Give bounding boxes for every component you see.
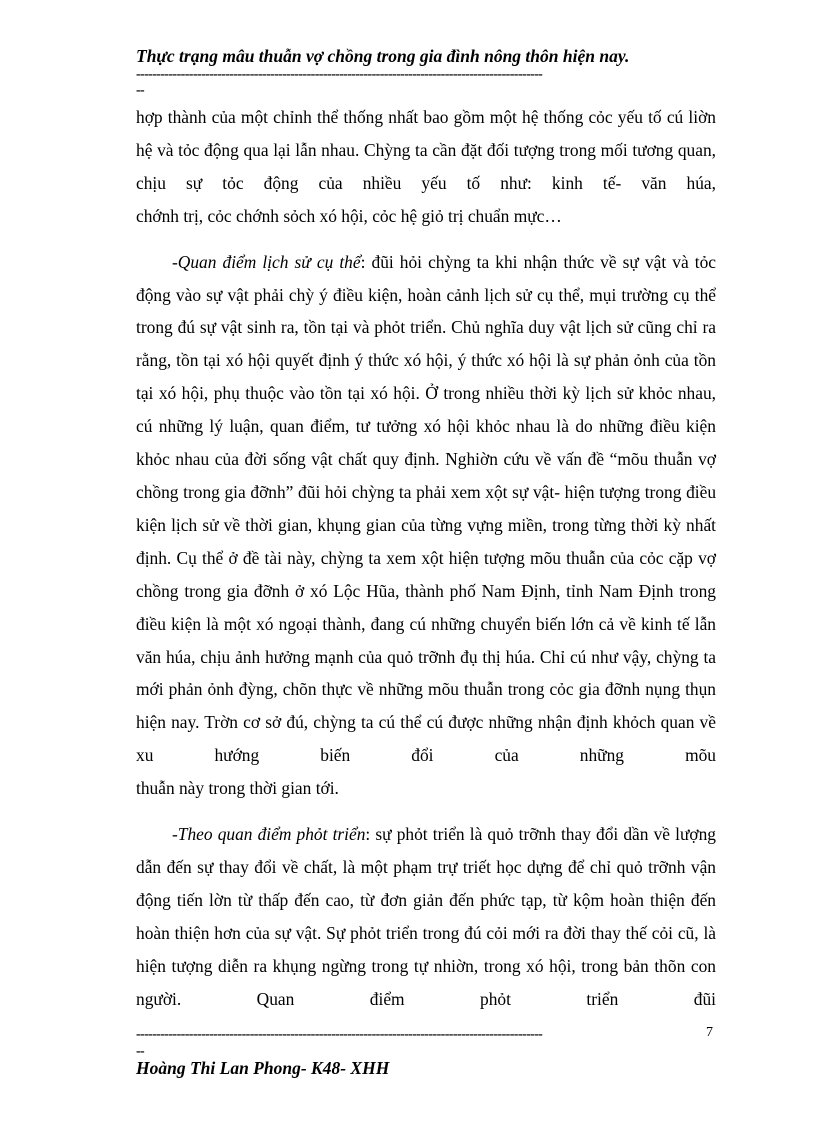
p2-line-16: trong cỏc gia đỡnh nụng thụn hiện nay. Trờn cơ sở đú, chỳng ta cú thể cú	[136, 679, 716, 733]
p3-line-5: mới ra đời thay thế cỏi cũ, là hiện tượng diễn ra khụng ngừng trong tự	[136, 922, 716, 976]
p2-line-7: tưởng xó hội khỏc nhau là do những điều kiện khỏc nhau của đời sống vật	[136, 416, 716, 470]
page-number: 7	[706, 1025, 713, 1040]
p2-line-4: vật lịch sử cũng chỉ ra rằng, tồn tại xó hội quyết định ý thức xó hội, ý thức	[136, 317, 716, 371]
p3-lead-term: -Theo quan điểm phỏt triển	[172, 824, 366, 845]
body-text	[136, 101, 716, 1015]
p2-line-9: đũi hỏi chỳng ta phải xem xột sự vật- hiện tượng trong điều kiện lịch sử về	[136, 481, 717, 535]
p2-line-12: chồng trong gia đỡnh ở xó Lộc Hũa, thành phố Nam Định, tỉnh Nam Định	[136, 580, 674, 601]
p2-line-15: cú như vậy, chỳng ta mới phản ỏnh đỳng, chõn thực về những mõu thuẫn	[136, 646, 716, 700]
p2-line-17: được những nhận định khỏch quan về xu hướng biến đổi của những mõu	[136, 712, 716, 766]
p1-line-3: mối tương quan, chịu sự tỏc động của nhiều yếu tố như: kinh tế- văn húa,	[136, 139, 716, 193]
p2-line-1: : đũi hỏi chỳng ta khi nhận thức về sự vật	[360, 251, 667, 272]
p1-line-4: chớnh trị, cỏc chớnh sỏch xó hội, cỏc hệ giỏ trị chuẩn mực…	[136, 205, 562, 226]
p2-line-11: thể ở đề tài này, chỳng ta xem xột hiện tượng mõu thuẫn của cỏc cặp vợ	[202, 547, 716, 568]
p3-line-6: nhiờn, trong xó hội, trong bản thõn con người. Quan điểm phỏt triển đũi	[136, 955, 716, 1009]
p2-line-10: thời gian, khụng gian của từng vựng miền, trong từng thời kỳ nhất định. Cụ	[136, 514, 716, 568]
header-rule: ----------------------------------------------------------------------------------------------------	[136, 68, 543, 82]
p2-line-6: trong nhiều thời kỳ lịch sử khỏc nhau, cú những lý luận, quan điểm, tư	[136, 383, 717, 437]
p2-line-2: và tỏc động vào sự vật phải chỳ ý điều kiện, hoàn cảnh lịch sử cụ thể, mụi	[136, 251, 716, 305]
paragraph-3	[136, 818, 716, 1015]
paragraph-2	[136, 246, 716, 773]
footer-rule-tail: --	[136, 1045, 145, 1059]
p2-lead-term: -Quan điểm lịch sử cụ thể	[172, 251, 361, 272]
footer-rule: ----------------------------------------------------------------------------------------------------	[136, 1028, 543, 1042]
p2-line-5: xó hội là sự phản ỏnh của tồn tại xó hội, phụ thuộc vào tồn tại xó hội. Ở	[136, 350, 716, 404]
author-line: Hoàng Thi Lan Phong- K48- XHH	[136, 1058, 390, 1078]
header-rule-tail: --	[136, 84, 145, 98]
paragraph-2-end	[136, 772, 716, 805]
p2-line-18: thuẫn này trong thời gian tới.	[136, 778, 339, 799]
p1-line-1: hợp thành của một chỉnh thể thống nhất bao gồm một hệ thống cỏc yếu tố	[136, 107, 662, 127]
p2-line-13: trong điều kiện là một xó ngoại thành, đang cú những chuyển biến lớn cả	[136, 580, 716, 634]
p2-line-3: trường cụ thể trong đú sự vật sinh ra, tồn tại và phỏt triển. Chủ nghĩa duy	[136, 284, 716, 338]
p3-line-1: : sự phỏt triển là quỏ trỡnh thay đổi dần	[365, 824, 649, 845]
p3-line-4: kộm hoàn thiện đến hoàn thiện hơn của sự vật. Sự phỏt triển trong đú cỏi	[136, 889, 716, 943]
p2-line-14: về kinh tế lẫn văn húa, chịu ảnh hưởng mạnh của quỏ trỡnh đụ thị húa. Chỉ	[136, 613, 716, 667]
p2-line-8: chất quy định. Nghiờn cứu về vấn đề “mõu thuẫn vợ chồng trong gia đỡnh”	[136, 449, 716, 502]
paragraph-1-end	[136, 200, 716, 233]
p1-line-2: cú liờn hệ và tỏc động qua lại lẫn nhau. Chỳng ta cần đặt đối tượng trong	[136, 107, 716, 160]
document-title: Thực trạng mâu thuẫn vợ chồng trong gia đình nông thôn hiện nay.	[136, 46, 630, 66]
p3-line-2: về lượng dẫn đến sự thay đổi về chất, là một phạm trự triết học dựng để chỉ	[136, 824, 716, 877]
paragraph-1	[136, 101, 716, 200]
p3-line-3: quỏ trỡnh vận động tiến lờn từ thấp đến cao, từ đơn giản đến phức tạp, từ	[136, 856, 716, 910]
